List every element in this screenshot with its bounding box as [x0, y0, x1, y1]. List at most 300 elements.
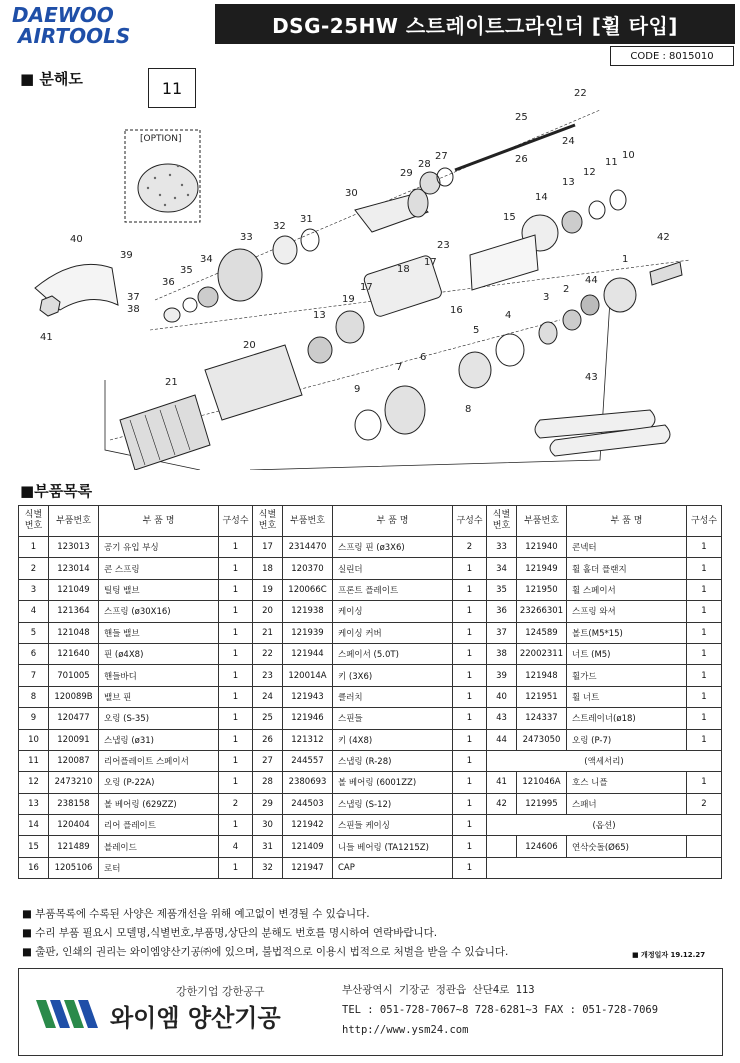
cell-part-no: 120066C	[283, 579, 333, 600]
cell-id: 29	[253, 793, 283, 814]
cell-part-name: 휠 홀더 플랜지	[567, 558, 687, 579]
cell-part-no: 120089B	[49, 686, 99, 707]
cell-id: 14	[19, 815, 49, 836]
table-row	[19, 537, 722, 558]
cell-id: 9	[19, 708, 49, 729]
cell-part-name: 스핀들 케이싱	[333, 815, 453, 836]
callout: 43	[585, 372, 598, 383]
table-row	[19, 665, 722, 686]
cell-part-no: 121489	[49, 836, 99, 857]
cell-qty: 1	[453, 686, 487, 707]
callout: 13	[313, 310, 326, 321]
phone-fax: TEL : 051-728-7067~8 728-6281~3 FAX : 051-728-7069	[342, 1004, 659, 1016]
cell-part-name: 볼 베어링 (629ZZ)	[99, 793, 219, 814]
cell-id: 35	[487, 579, 517, 600]
cell-part-name: 스냅링 (S-12)	[333, 793, 453, 814]
cell-part-no: 121947	[283, 857, 333, 878]
brand-line1: DAEWOO	[12, 4, 114, 27]
cell-id: 30	[253, 815, 283, 836]
col-header: 부 품 명	[333, 506, 453, 537]
callout: 34	[200, 254, 213, 265]
cell-part-no: 121949	[517, 558, 567, 579]
cell-part-no: 120477	[49, 708, 99, 729]
callout: 25	[515, 112, 528, 123]
cell-id: 22	[253, 643, 283, 664]
cell-qty: 1	[453, 836, 487, 857]
cell-part-name: 케이싱	[333, 601, 453, 622]
table-row	[19, 558, 722, 579]
cell-part-no: 123014	[49, 558, 99, 579]
cell-id: 11	[19, 750, 49, 771]
cell-qty: 1	[687, 708, 722, 729]
spring	[496, 334, 524, 366]
cell-part-name: 스프링 (ø30X16)	[99, 601, 219, 622]
cell-part-no: 124589	[517, 622, 567, 643]
callout: 1	[622, 254, 629, 265]
cell-part-name: 공기 유입 부싱	[99, 537, 219, 558]
cell-part-no: 121409	[283, 836, 333, 857]
cell-qty	[687, 836, 722, 857]
cell-part-no: 121942	[283, 815, 333, 836]
callout: 11	[605, 157, 618, 168]
callout: 32	[273, 221, 286, 232]
handle-valve	[459, 352, 491, 388]
cell-id: 31	[253, 836, 283, 857]
address: 부산광역시 기장군 정관읍 산단4로 113	[342, 984, 535, 996]
cell-part-no: 2380693	[283, 772, 333, 793]
callout: 2	[563, 284, 570, 295]
callout: 28	[418, 159, 431, 170]
revision-date: ■ 개정일자 19.12.27	[632, 951, 706, 959]
casing-cover	[120, 395, 210, 470]
brand-line2: AIRTOOLS	[18, 24, 131, 46]
callout: 6	[420, 352, 427, 363]
website-link: http://www.ysm24.com	[342, 1024, 469, 1036]
cell-part-name: 스냅링 (R-28)	[333, 750, 453, 771]
callout: 8	[465, 404, 472, 415]
bearing	[308, 337, 332, 363]
cell-part-name: 리어 플레이트	[99, 815, 219, 836]
table-row	[19, 708, 722, 729]
cell-qty: 1	[687, 729, 722, 750]
table-cell-group-label: (옵션)	[487, 815, 722, 836]
wheel-spacer	[198, 287, 218, 307]
cell-part-no: 2473210	[49, 772, 99, 793]
casing	[205, 345, 302, 420]
callout: 27	[435, 151, 448, 162]
cell-part-name: CAP	[333, 857, 453, 878]
cell-part-no: 121946	[283, 708, 333, 729]
callout: 29	[400, 168, 413, 179]
cell-qty: 2	[453, 537, 487, 558]
cell-id: 41	[487, 772, 517, 793]
cell-id: 16	[19, 857, 49, 878]
cell-part-no: 120091	[49, 729, 99, 750]
cell-qty: 1	[219, 772, 253, 793]
cell-part-no: 121943	[283, 686, 333, 707]
cell-id: 12	[19, 772, 49, 793]
cell-part-no: 124606	[517, 836, 567, 857]
note: ■ 출판, 인쇄의 권리는 와이엠양산기공㈜에 있으며, 불법적으로 이용시 법적으로 처벌을 받을 수 있습니다.	[22, 946, 509, 958]
cell-part-name: 스냅링 (ø31)	[99, 729, 219, 750]
spacer	[610, 190, 626, 210]
cell-qty: 1	[219, 815, 253, 836]
callout: 38	[127, 304, 140, 315]
option-label: [OPTION]	[140, 134, 182, 144]
notes	[22, 905, 722, 962]
callout: 16	[450, 305, 463, 316]
col-header: 부 품 명	[567, 506, 687, 537]
cell-id: 20	[253, 601, 283, 622]
cell-part-no: 121312	[283, 729, 333, 750]
callout: 41	[40, 332, 53, 343]
cell-qty: 1	[453, 857, 487, 878]
o-ring-small	[183, 298, 197, 312]
cell-part-no: 701005	[49, 665, 99, 686]
cell-part-no: 121951	[517, 686, 567, 707]
cell-part-name: 클러치	[333, 686, 453, 707]
cell-part-no: 121940	[517, 537, 567, 558]
cell-id: 33	[487, 537, 517, 558]
cell-part-name: 호스 니플	[567, 772, 687, 793]
cell-id: 6	[19, 643, 49, 664]
cell-part-name: 니들 베어링 (TA1215Z)	[333, 836, 453, 857]
cell-id: 42	[487, 793, 517, 814]
cell-part-no: 121046A	[517, 772, 567, 793]
callout: 9	[354, 384, 361, 395]
cell-part-name: 스프링 와셔	[567, 601, 687, 622]
cell-qty: 1	[453, 815, 487, 836]
cell-id: 21	[253, 622, 283, 643]
cell-qty: 1	[219, 665, 253, 686]
front-plate	[336, 311, 364, 343]
cell-qty: 1	[219, 857, 253, 878]
cell-part-no: 121948	[517, 665, 567, 686]
parts-list-heading: ■부품목록	[20, 482, 93, 500]
page-number-box: 11	[148, 68, 196, 108]
table-row	[19, 579, 722, 600]
cell-id: 28	[253, 772, 283, 793]
callout: 17	[360, 282, 373, 293]
cell-part-name: 키 (4X8)	[333, 729, 453, 750]
callout: 23	[437, 240, 450, 251]
col-header: 구성수	[687, 506, 722, 537]
cell-id: 40	[487, 686, 517, 707]
cell-id: 15	[19, 836, 49, 857]
cell-part-no: 244557	[283, 750, 333, 771]
cell-part-no: 121938	[283, 601, 333, 622]
cell-id: 26	[253, 729, 283, 750]
cell-qty: 2	[219, 793, 253, 814]
col-header: 부품번호	[517, 506, 567, 537]
cell-qty: 1	[219, 708, 253, 729]
cell-qty: 1	[687, 665, 722, 686]
cell-part-name: 콘 스프링	[99, 558, 219, 579]
cell-part-no: 123013	[49, 537, 99, 558]
cell-id: 2	[19, 558, 49, 579]
callout: 36	[162, 277, 175, 288]
cell-qty: 2	[687, 793, 722, 814]
cell-qty: 1	[453, 772, 487, 793]
cell-part-no: 121048	[49, 622, 99, 643]
cell-id: 3	[19, 579, 49, 600]
cell-part-name: 스패너	[567, 793, 687, 814]
daewoo-airtools-logo	[10, 4, 200, 46]
cell-id: 1	[19, 537, 49, 558]
callout: 5	[473, 325, 480, 336]
cell-qty: 1	[453, 750, 487, 771]
cell-part-name: 스핀들	[333, 708, 453, 729]
cell-qty: 1	[219, 601, 253, 622]
cell-part-no: 120087	[49, 750, 99, 771]
col-header: 부품번호	[283, 506, 333, 537]
exploded-view-heading: ■ 분해도	[20, 70, 83, 88]
callout: 42	[657, 232, 670, 243]
cell-part-name: 볼 베어링 (6001ZZ)	[333, 772, 453, 793]
cell-id: 17	[253, 537, 283, 558]
callout: 39	[120, 250, 133, 261]
table-row	[19, 729, 722, 750]
wheel-holder-flange	[218, 249, 262, 301]
cell-part-name: 로터	[99, 857, 219, 878]
table-row	[19, 772, 722, 793]
col-header: 구성수	[219, 506, 253, 537]
cell-part-no: 22002311	[517, 643, 567, 664]
callout: 33	[240, 232, 253, 243]
cell-part-no: 121939	[283, 622, 333, 643]
table-row	[19, 750, 722, 771]
cell-id: 36	[487, 601, 517, 622]
callout: 26	[515, 154, 528, 165]
cell-part-name: 스페이서 (5.0T)	[333, 643, 453, 664]
cell-part-name: 연삭숫돌(Ø65)	[567, 836, 687, 857]
callout: 40	[70, 234, 83, 245]
cell-part-name: 오링 (P-7)	[567, 729, 687, 750]
cell-qty: 1	[687, 622, 722, 643]
cell-part-name: 키 (3X6)	[333, 665, 453, 686]
cell-part-no: 121364	[49, 601, 99, 622]
cell-id: 37	[487, 622, 517, 643]
cell-part-no: 121049	[49, 579, 99, 600]
handle-body	[385, 386, 425, 434]
callout: 20	[243, 340, 256, 351]
cell-id: 4	[19, 601, 49, 622]
col-header: 구성수	[453, 506, 487, 537]
callout: 24	[562, 136, 575, 147]
cell-part-no: 124337	[517, 708, 567, 729]
snap-ring	[437, 168, 453, 186]
cell-part-no: 121995	[517, 793, 567, 814]
cell-part-no: 23266301	[517, 601, 567, 622]
cell-part-name: 콘넥터	[567, 537, 687, 558]
callout: 18	[397, 264, 410, 275]
cell-part-name: 오링 (S-35)	[99, 708, 219, 729]
table-cell-group-label	[487, 857, 722, 878]
cell-part-name: 리어플레이트 스페이서	[99, 750, 219, 771]
cell-qty: 1	[687, 558, 722, 579]
cell-qty: 1	[453, 708, 487, 729]
option-grinding-wheel	[125, 130, 200, 222]
cell-id: 38	[487, 643, 517, 664]
cell-id	[487, 836, 517, 857]
o-ring-s35	[355, 410, 381, 440]
callout: 19	[342, 294, 355, 305]
cell-part-name: 핀 (ø4X8)	[99, 643, 219, 664]
col-header: 식별 번호	[19, 506, 49, 537]
callout: 4	[505, 310, 512, 321]
callout: 44	[585, 275, 598, 286]
callout: 31	[300, 214, 313, 225]
tilting-valve	[539, 322, 557, 344]
cell-part-name: 밸브 핀	[99, 686, 219, 707]
cell-part-name: 스트레이너(ø18)	[567, 708, 687, 729]
cell-part-name: 너트 (M5)	[567, 643, 687, 664]
cell-part-no: 2314470	[283, 537, 333, 558]
table-row	[19, 686, 722, 707]
cell-part-no: 121640	[49, 643, 99, 664]
callout: 14	[535, 192, 548, 203]
cell-qty: 1	[687, 601, 722, 622]
ym-logo	[32, 994, 108, 1034]
cell-qty: 1	[219, 643, 253, 664]
hose-nipple	[650, 262, 682, 285]
cell-qty: 1	[219, 750, 253, 771]
cell-id: 8	[19, 686, 49, 707]
callout-numbers	[40, 88, 670, 415]
table-cell-group-label: (액세서리)	[487, 750, 722, 771]
cell-qty: 1	[453, 729, 487, 750]
o-ring	[589, 201, 605, 219]
callout: 22	[574, 88, 587, 99]
company-contact	[342, 980, 658, 1040]
cell-qty: 1	[219, 729, 253, 750]
cell-part-no: 1205106	[49, 857, 99, 878]
cell-qty: 1	[453, 558, 487, 579]
table-row	[19, 793, 722, 814]
cell-part-name: 휠가드	[567, 665, 687, 686]
cell-id: 34	[487, 558, 517, 579]
cell-part-no: 2473050	[517, 729, 567, 750]
cell-part-name: 휠 스페이서	[567, 579, 687, 600]
bearing	[562, 211, 582, 233]
cell-id: 25	[253, 708, 283, 729]
cell-id: 27	[253, 750, 283, 771]
table-row	[19, 815, 722, 836]
callout: 10	[622, 150, 635, 161]
cell-qty: 1	[453, 793, 487, 814]
cell-qty: 1	[219, 622, 253, 643]
cell-qty: 1	[219, 686, 253, 707]
cell-part-name: 휠 너트	[567, 686, 687, 707]
note: ■ 수리 부품 필요시 모델명,식별번호,부품명,상단의 분해도 번호를 명시하여 연락바랍니다.	[22, 927, 438, 939]
cell-part-name: 볼트(M5*15)	[567, 622, 687, 643]
cell-part-no: 120404	[49, 815, 99, 836]
cell-id: 32	[253, 857, 283, 878]
cell-qty: 4	[219, 836, 253, 857]
company-name: 와이엠 양산기공	[110, 1004, 281, 1032]
cell-id: 44	[487, 729, 517, 750]
cell-part-no: 244503	[283, 793, 333, 814]
exploded-view-diagram	[0, 85, 740, 470]
callout: 12	[583, 167, 596, 178]
spacer-35	[164, 308, 180, 322]
callout: 7	[396, 362, 403, 373]
strainer	[581, 295, 599, 315]
cell-part-no: 120370	[283, 558, 333, 579]
callout: 30	[345, 188, 358, 199]
cell-qty: 1	[219, 579, 253, 600]
cell-part-name: 블레이드	[99, 836, 219, 857]
cell-id: 23	[253, 665, 283, 686]
cell-part-name: 틸팅 밸브	[99, 579, 219, 600]
callout: 13	[562, 177, 575, 188]
col-header: 부품번호	[49, 506, 99, 537]
cell-part-no: 121944	[283, 643, 333, 664]
cell-qty: 1	[687, 686, 722, 707]
cell-id: 19	[253, 579, 283, 600]
callout: 37	[127, 292, 140, 303]
cell-part-name: 케이싱 커버	[333, 622, 453, 643]
cell-qty: 1	[687, 537, 722, 558]
cell-qty: 1	[219, 558, 253, 579]
table-row	[19, 836, 722, 857]
cell-part-name: 프론트 플레이트	[333, 579, 453, 600]
cell-part-name: 핸들 밸브	[99, 622, 219, 643]
table-row	[19, 857, 722, 878]
table-row	[19, 622, 722, 643]
cell-qty: 1	[453, 643, 487, 664]
page-title: DSG-25HW 스트레이트그라인더 [휠 타입]	[215, 4, 735, 44]
cell-id: 7	[19, 665, 49, 686]
needle-bearing	[301, 229, 319, 251]
callout: 15	[503, 212, 516, 223]
cell-qty: 1	[687, 643, 722, 664]
cell-qty: 1	[453, 601, 487, 622]
air-inlet-bushing	[604, 278, 636, 312]
cell-part-no: 121950	[517, 579, 567, 600]
cell-qty: 1	[453, 579, 487, 600]
cell-id: 5	[19, 622, 49, 643]
cell-part-name: 실린더	[333, 558, 453, 579]
cell-id: 18	[253, 558, 283, 579]
callout: 21	[165, 377, 178, 388]
table-row	[19, 643, 722, 664]
cell-part-no: 238158	[49, 793, 99, 814]
cell-id: 10	[19, 729, 49, 750]
table-row	[19, 601, 722, 622]
cell-qty: 1	[687, 579, 722, 600]
cone-spring	[563, 310, 581, 330]
parts-table	[18, 505, 722, 879]
cell-part-name: 오링 (P-22A)	[99, 772, 219, 793]
callout: 17	[424, 257, 437, 268]
col-header: 부 품 명	[99, 506, 219, 537]
cell-part-no: 120014A	[283, 665, 333, 686]
note: ■ 부품목록에 수록된 사양은 제품개선을 위해 예고없이 변경될 수 있습니다.	[22, 908, 370, 920]
cell-qty: 1	[219, 537, 253, 558]
col-header: 식별 번호	[253, 506, 283, 537]
cell-id: 43	[487, 708, 517, 729]
cell-id: 13	[19, 793, 49, 814]
company-tagline: 강한기업 강한공구	[176, 985, 265, 998]
rotor	[470, 235, 538, 290]
cell-qty: 1	[453, 622, 487, 643]
cell-qty: 1	[687, 772, 722, 793]
cell-id: 24	[253, 686, 283, 707]
col-header: 식별 번호	[487, 506, 517, 537]
callout: 35	[180, 265, 193, 276]
cap	[273, 236, 297, 264]
